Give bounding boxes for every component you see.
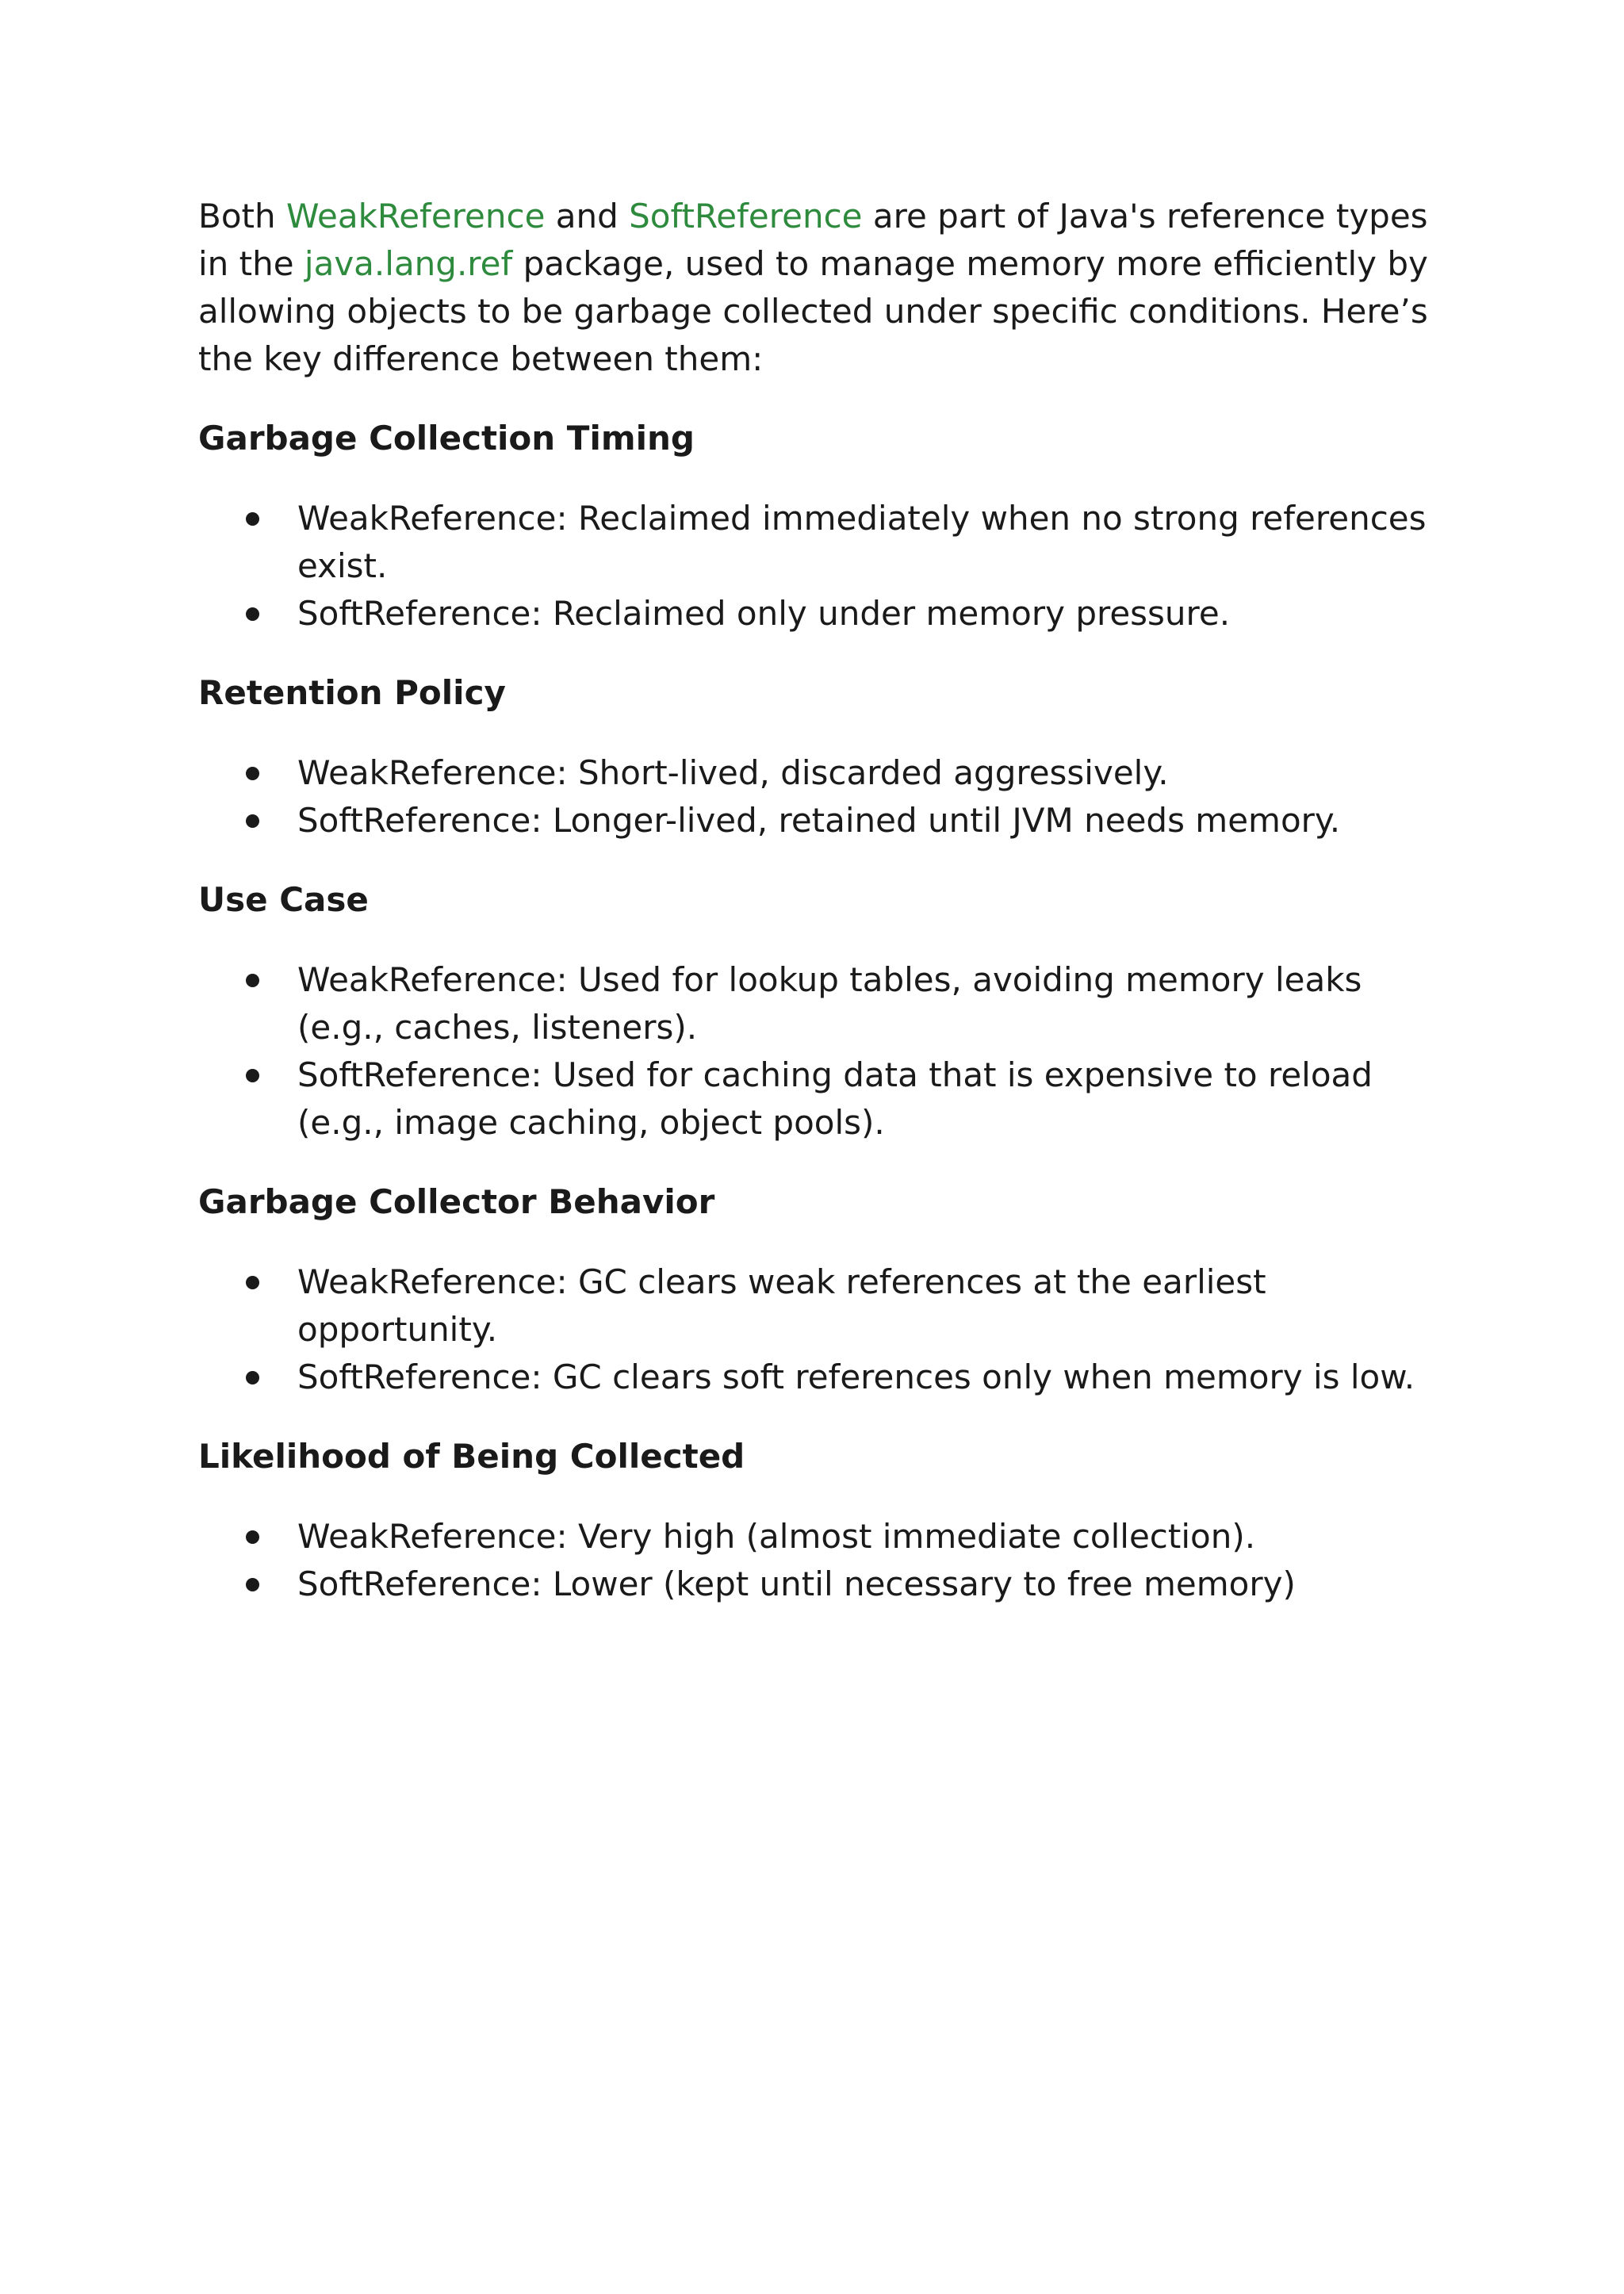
list-item: [198, 956, 1451, 1051]
list-item-text: SoftReference: Used for caching data that is expensive to reload (e.g., image caching, object pools).: [297, 1055, 1373, 1142]
section-heading: Use Case: [198, 880, 369, 919]
list-item-text: WeakReference: Very high (almost immediate collection).: [297, 1517, 1256, 1556]
list-item: [198, 797, 1451, 844]
list-item: [198, 495, 1451, 590]
list-item-text: SoftReference: GC clears soft references only when memory is low.: [297, 1358, 1415, 1396]
bullet-list: [198, 1513, 1451, 1608]
list-item: [198, 1513, 1451, 1561]
bullet-dot-icon: [246, 1371, 259, 1384]
bullet-list: [198, 1258, 1451, 1401]
package-term: java.lang.ref: [304, 244, 513, 283]
section-heading: Retention Policy: [198, 673, 506, 712]
section-gc-timing: [198, 415, 1451, 638]
section-retention-policy: [198, 669, 1451, 844]
list-item-text: SoftReference: Reclaimed only under memory pressure.: [297, 594, 1231, 633]
softreference-term: SoftReference: [629, 197, 863, 236]
bullet-dot-icon: [246, 512, 259, 526]
bullet-list: [198, 956, 1451, 1147]
list-item-text: WeakReference: Used for lookup tables, avoiding memory leaks (e.g., caches, listeners).: [297, 960, 1362, 1047]
bullet-dot-icon: [246, 767, 259, 780]
section-heading: Likelihood of Being Collected: [198, 1437, 745, 1476]
document-page: [198, 193, 1451, 1608]
section-heading: Garbage Collection Timing: [198, 419, 695, 458]
list-item-text: WeakReference: Reclaimed immediately when no strong references exist.: [297, 499, 1427, 585]
bullet-dot-icon: [246, 814, 259, 828]
list-item-text: WeakReference: GC clears weak references at the earliest opportunity.: [297, 1262, 1266, 1349]
bullet-list: [198, 749, 1451, 844]
section-likelihood: [198, 1433, 1451, 1608]
intro-text-2: and: [545, 197, 630, 236]
section-use-case: [198, 876, 1451, 1147]
list-item-text: SoftReference: Lower (kept until necessary to free memory): [297, 1564, 1296, 1603]
list-item: [198, 749, 1451, 797]
bullet-dot-icon: [246, 1530, 259, 1544]
intro-text-4: package, used to manage memory more efficiently by allowing objects to be garbage collected under specific conditions. Here’s the key difference between them:: [198, 244, 1428, 378]
list-item: [198, 590, 1451, 638]
bullet-dot-icon: [246, 974, 259, 987]
bullet-dot-icon: [246, 1578, 259, 1591]
list-item-text: SoftReference: Longer-lived, retained until JVM needs memory.: [297, 801, 1341, 840]
section-gc-behavior: [198, 1178, 1451, 1401]
list-item: [198, 1561, 1451, 1608]
intro-text-1: Both: [198, 197, 286, 236]
list-item: [198, 1354, 1451, 1401]
weakreference-term: WeakReference: [285, 197, 546, 236]
bullet-list: [198, 495, 1451, 638]
list-item-text: WeakReference: Short-lived, discarded aggressively.: [297, 753, 1169, 792]
bullet-dot-icon: [246, 1276, 259, 1289]
section-heading: Garbage Collector Behavior: [198, 1182, 715, 1221]
bullet-dot-icon: [246, 607, 259, 621]
list-item: [198, 1258, 1451, 1354]
intro-paragraph: [198, 193, 1451, 383]
intro-text-3: are part of Java's reference types in the: [198, 197, 1428, 283]
list-item: [198, 1051, 1451, 1147]
bullet-dot-icon: [246, 1069, 259, 1082]
